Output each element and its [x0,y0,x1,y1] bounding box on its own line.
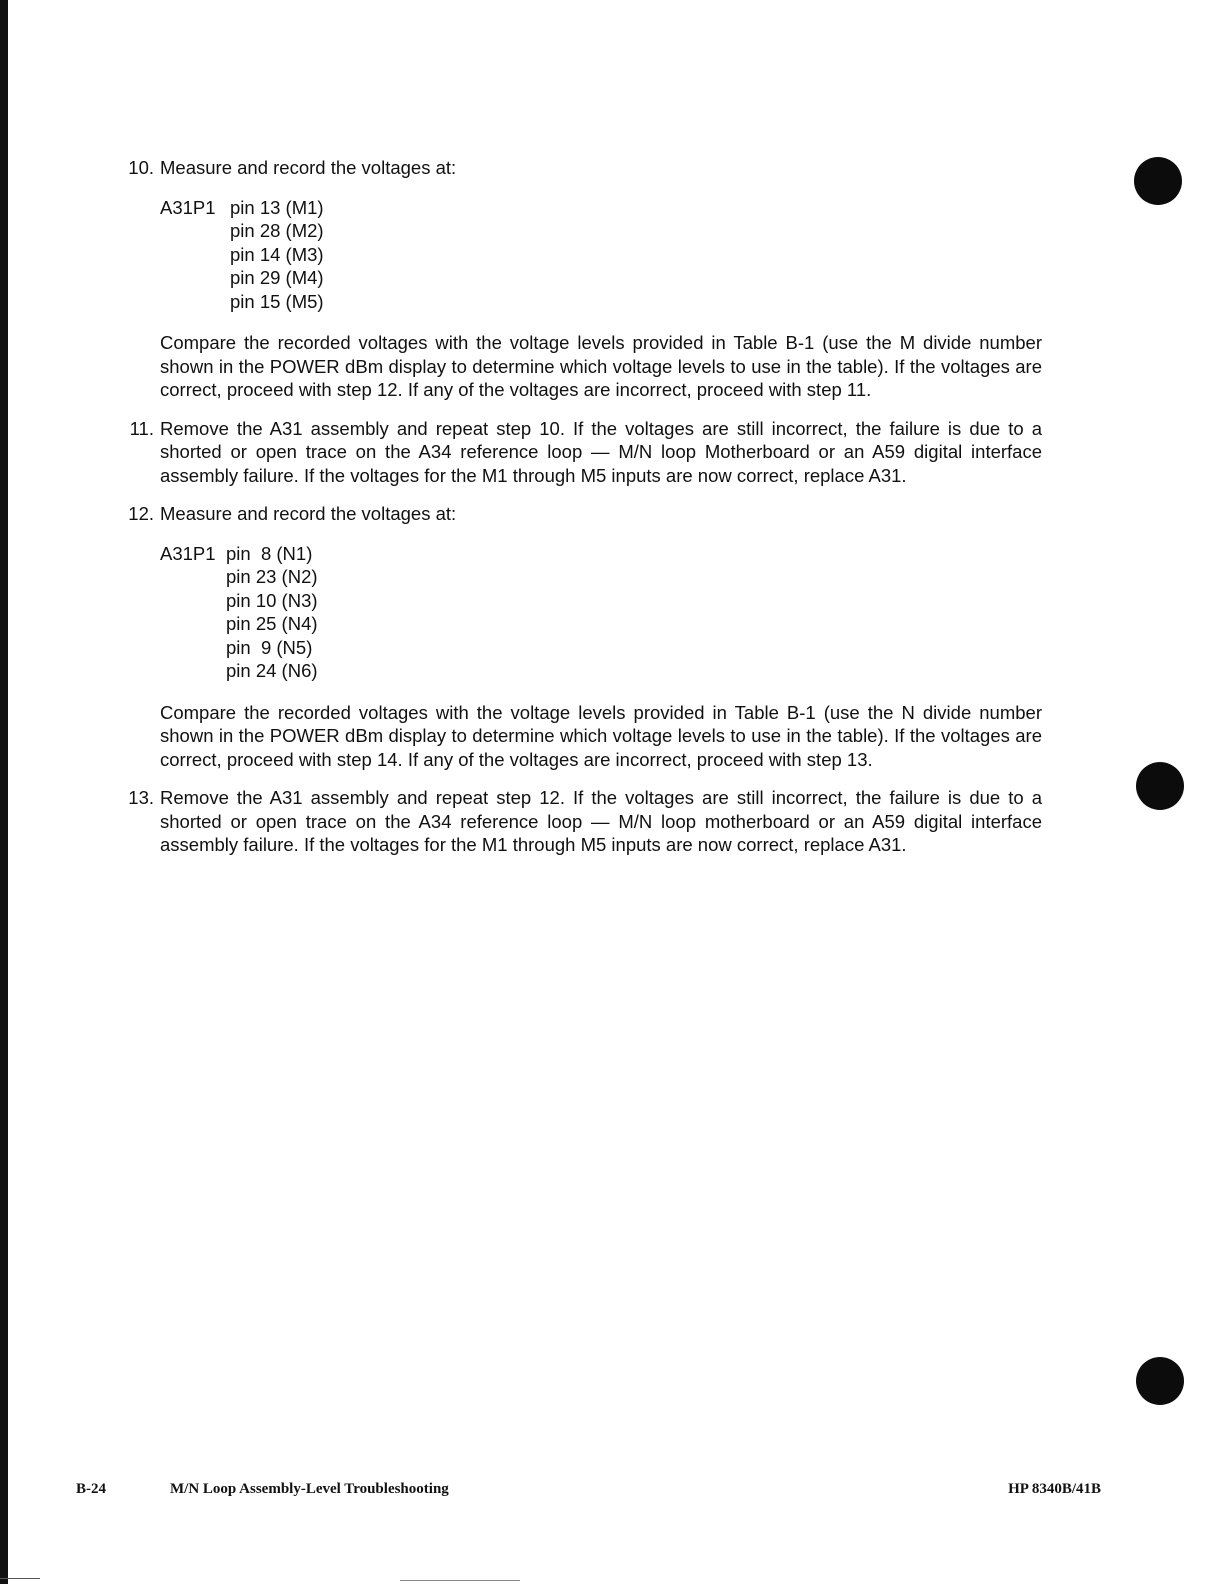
pin-entry: pin 23 (N2) [226,566,318,587]
pin-row [160,612,1042,636]
step-13 [118,786,1042,857]
pin-list [160,542,1042,683]
pin-prefix: A31P1 [160,542,216,564]
pin-row [160,636,1042,660]
step-body: Remove the A31 assembly and repeat step 12. If the voltages are still incorrect, the failure is due to a shorted or open trace on the A34 reference loop — M/N loop motherboard or an A59 digital interface assembly failure. If the voltages for the M1 through M5 inputs are now correct, replace A31. [160,787,1042,855]
pin-row [160,565,1042,589]
binder-hole-top [1134,157,1182,205]
pin-entry: pin 24 (N6) [226,660,318,681]
left-margin-bar [0,0,8,1584]
step-body: Compare the recorded voltages with the voltage levels provided in Table B-1 (use the N divide number shown in the POWER dBm display to determine which voltage levels to use in the table). If the voltages are correct, proceed with step 14. If any of the voltages are incorrect, proceed with step 13. [160,701,1042,770]
step-number: 13. [128,787,154,808]
footer-page-number: B-24 [76,1481,106,1497]
pin-row [160,659,1042,683]
step-11 [118,417,1042,488]
step-number: 11. [129,417,154,439]
pin-row [160,219,1042,243]
footer-section-title: M/N Loop Assembly-Level Troubleshooting [170,1481,449,1497]
pin-row [160,243,1042,267]
footer-model: HP 8340B/41B [1008,1481,1101,1497]
bottom-rule-fragment [400,1580,520,1581]
pin-prefix: A31P1 [160,196,216,218]
step-title: Measure and record the voltages at: [160,503,457,524]
pin-entry: pin 14 (M3) [230,243,324,265]
binder-hole-bottom [1136,1357,1184,1405]
step-10 [118,156,1042,402]
pin-entry: pin 15 (M5) [230,290,324,312]
pin-entry: pin 29 (M4) [230,267,324,288]
pin-entry: pin 28 (M2) [230,220,324,241]
pin-row [160,542,1042,566]
pin-entry: pin 25 (N4) [226,613,318,634]
step-12 [118,502,1042,771]
pin-row [160,266,1042,290]
bottom-rule [0,1578,40,1579]
pin-row [160,196,1042,220]
pin-entry: pin 9 (N5) [226,636,313,658]
pin-row [160,290,1042,314]
step-number: 10. [128,157,154,178]
step-body: Compare the recorded voltages with the voltage levels provided in Table B-1 (use the M divide number shown in the POWER dBm display to determine which voltage levels to use in the table). If the voltages are correct, proceed with step 12. If any of the voltages are incorrect, proceed with step 11. [160,332,1042,400]
binder-hole-middle [1136,762,1184,810]
pin-entry: pin 13 (M1) [230,196,324,218]
step-title: Measure and record the voltages at: [160,157,457,178]
step-body: Remove the A31 assembly and repeat step 10. If the voltages are still incorrect, the failure is due to a shorted or open trace on the A34 reference loop — M/N loop Motherboard or an A59 digital interface assembly failure. If the voltages for the M1 through M5 inputs are now correct, replace A31. [160,417,1042,486]
pin-entry: pin 8 (N1) [226,542,313,564]
pin-list [160,196,1042,314]
pin-row [160,589,1042,613]
pin-entry: pin 10 (N3) [226,589,318,611]
step-number: 12. [128,503,154,524]
page-body [118,156,1042,872]
